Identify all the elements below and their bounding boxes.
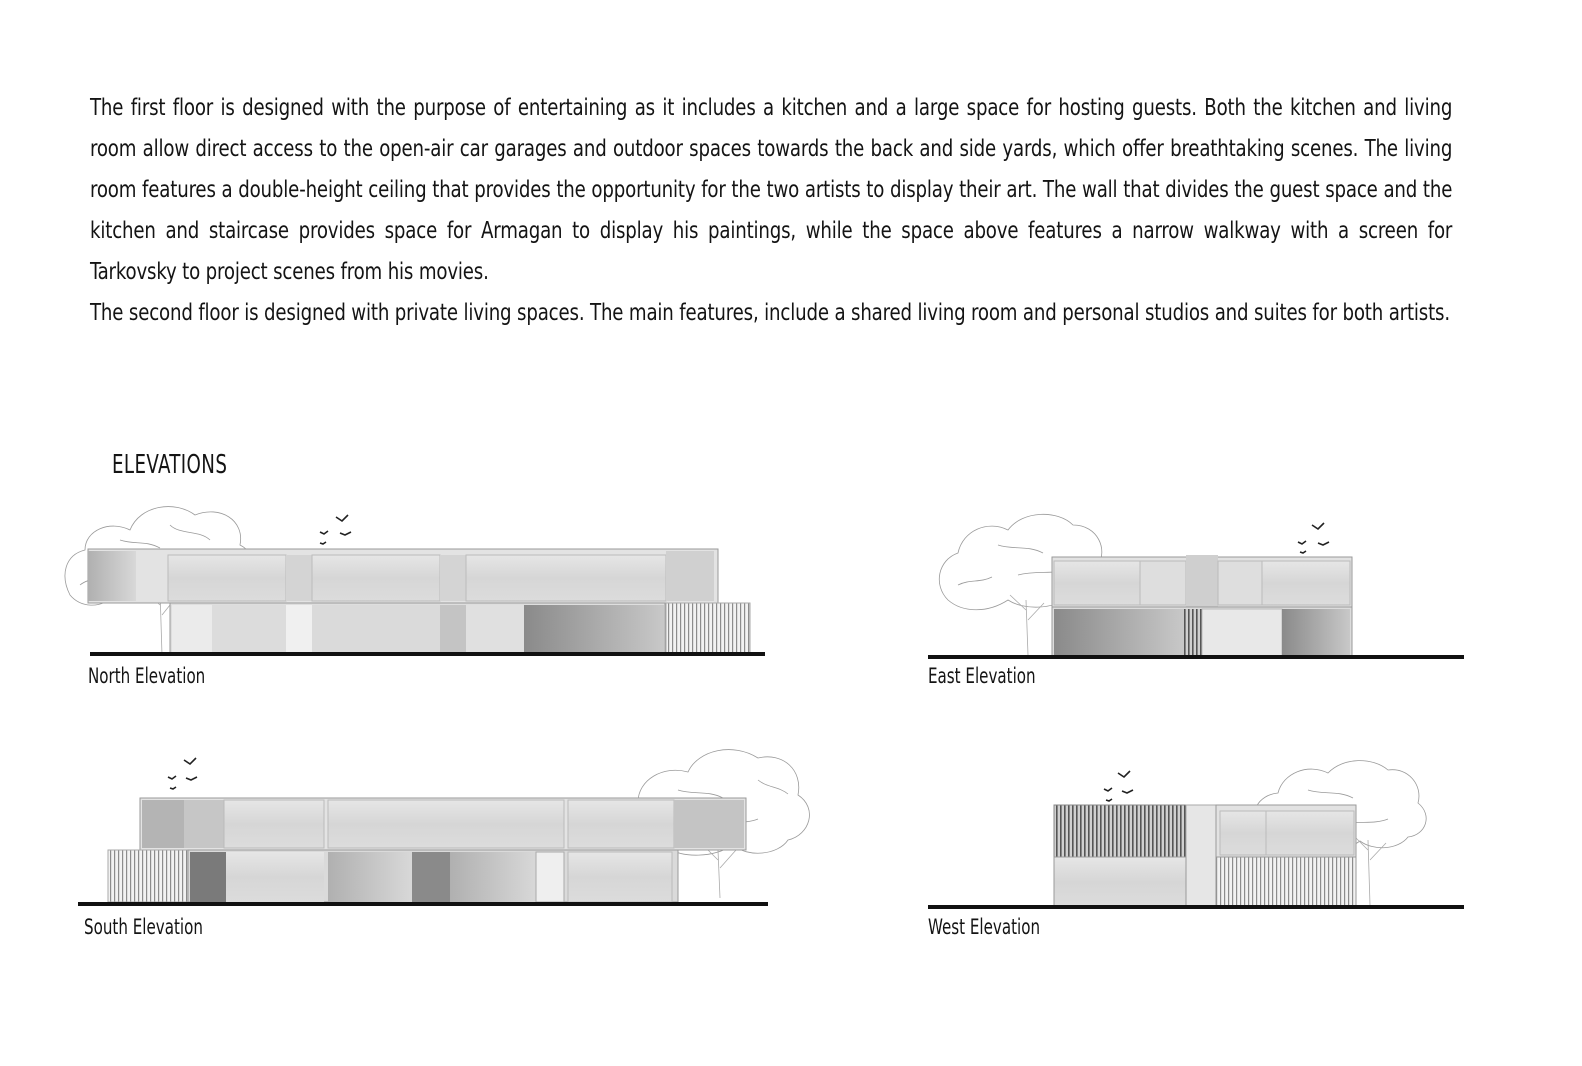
birds-icon xyxy=(168,758,197,789)
description-paragraph-2: The second floor is designed with private living spaces. The main features, include a shared living room and personal studios and suites for both artists. xyxy=(90,298,1450,326)
east-elevation-drawing xyxy=(928,505,1468,665)
birds-icon xyxy=(1298,523,1329,553)
section-title: ELEVATIONS xyxy=(112,450,228,480)
north-elevation-caption: North Elevation xyxy=(88,664,206,688)
birds-icon xyxy=(320,515,351,544)
south-elevation-caption: South Elevation xyxy=(84,915,203,939)
west-elevation-drawing xyxy=(928,755,1468,915)
west-elevation-caption: West Elevation xyxy=(928,915,1041,939)
south-elevation-drawing xyxy=(78,740,818,910)
description-paragraph-1: The first floor is designed with the purpose of entertaining as it includes a kitchen and a large space for hosting guests. Both the kitchen and living room allow direct access to the open-air car garages and outdoor spaces towards the back and side yards, which offer breathtaking scenes. The living room features a double-height ceiling that provides the opportunity for the two artists to display their art. The wall that divides the guest space and the kitchen and staircase provides space for Armagan to display his paintings, while the space above features a narrow walkway with a screen for Tarkovsky to project scenes from his movies. xyxy=(90,93,1453,285)
east-elevation-caption: East Elevation xyxy=(928,664,1036,688)
birds-icon xyxy=(1104,771,1133,801)
north-elevation-drawing xyxy=(60,495,780,665)
